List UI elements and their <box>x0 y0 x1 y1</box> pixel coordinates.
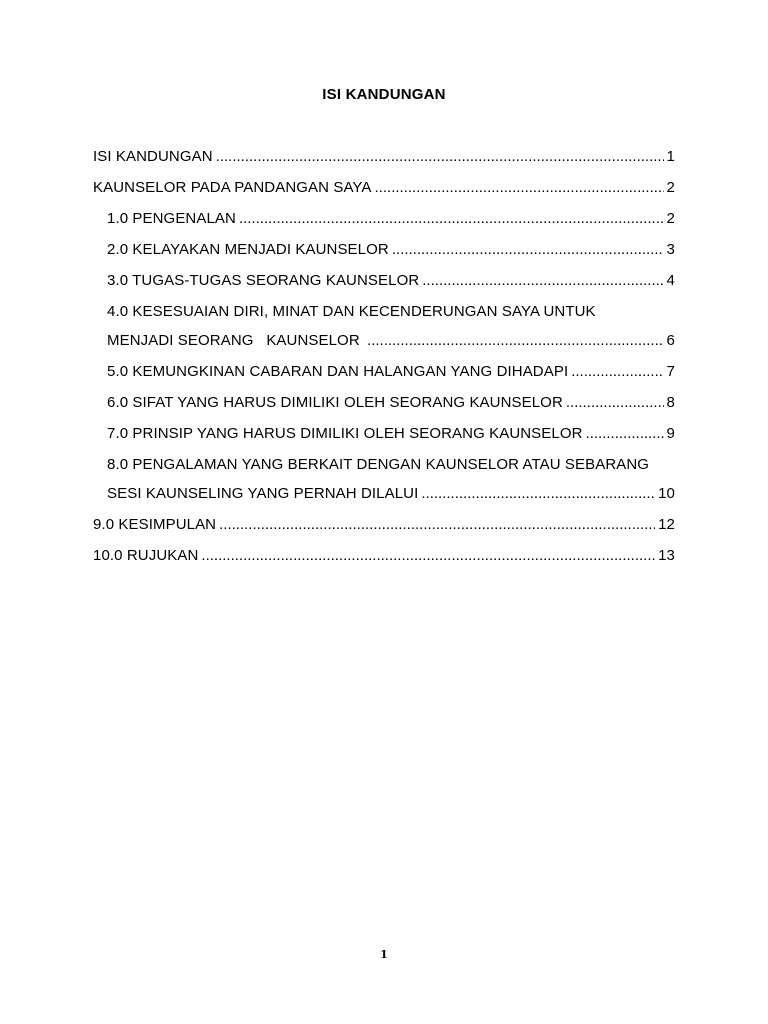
toc-page-number: 4 <box>666 272 675 289</box>
toc-page-number: 6 <box>666 332 675 349</box>
toc-entry-kemungkinan-cabaran[interactable] <box>107 359 675 385</box>
dot-leader <box>201 543 655 569</box>
toc-entry-prinsip[interactable] <box>107 421 675 447</box>
toc-entry-kesesuaian-diri[interactable] <box>107 299 675 354</box>
dot-leader <box>367 328 664 354</box>
toc-page-number: 12 <box>658 516 675 533</box>
toc-page-number: 3 <box>666 241 675 258</box>
dot-leader <box>239 206 664 232</box>
toc-entry-kelayakan[interactable] <box>107 237 675 263</box>
dot-leader <box>586 421 664 447</box>
toc-entry-pengenalan[interactable] <box>107 206 675 232</box>
toc-entry-text: 1.0 PENGENALAN <box>107 210 236 227</box>
toc-entry-text: 3.0 TUGAS-TUGAS SEORANG KAUNSELOR <box>107 272 420 289</box>
toc-entry-kaunselor-pada-pandangan-saya[interactable] <box>93 175 675 201</box>
toc-page-number: 1 <box>666 148 675 165</box>
dot-leader <box>421 481 655 507</box>
dot-leader <box>392 237 664 263</box>
toc-entry-text-line1: 8.0 PENGALAMAN YANG BERKAIT DENGAN KAUNSELOR ATAU SEBARANG <box>107 456 650 473</box>
toc-entry-kesimpulan[interactable] <box>93 512 675 538</box>
toc-page-number: 10 <box>658 485 675 502</box>
toc-entry-text: 9.0 KESIMPULAN <box>93 516 217 533</box>
table-of-contents <box>93 144 675 569</box>
toc-entry-text: 6.0 SIFAT YANG HARUS DIMILIKI OLEH SEORANG KAUNSELOR <box>107 394 563 411</box>
toc-entry-sifat[interactable] <box>107 390 675 416</box>
toc-entry-rujukan[interactable] <box>93 543 675 569</box>
dot-leader <box>566 390 664 416</box>
toc-entry-text: 7.0 PRINSIP YANG HARUS DIMILIKI OLEH SEORANG KAUNSELOR <box>107 425 583 442</box>
toc-entry-text: ISI KANDUNGAN <box>93 148 213 165</box>
page-number: 1 <box>380 948 388 961</box>
toc-entry-text: 10.0 RUJUKAN <box>93 547 199 564</box>
toc-page-number: 2 <box>666 210 675 227</box>
toc-page-number: 9 <box>666 425 675 442</box>
dot-leader <box>375 175 664 201</box>
toc-page-number: 13 <box>658 547 675 564</box>
toc-entry-text: MENJADI SEORANG KAUNSELOR <box>107 332 365 349</box>
toc-entry-isi-kandungan[interactable] <box>93 144 675 170</box>
toc-entry-tugas-tugas[interactable] <box>107 268 675 294</box>
dot-leader <box>216 144 664 170</box>
dot-leader <box>219 512 655 538</box>
toc-page-number: 7 <box>666 363 675 380</box>
toc-entry-pengalaman[interactable] <box>107 452 675 507</box>
toc-entry-text: 2.0 KELAYAKAN MENJADI KAUNSELOR <box>107 241 389 258</box>
toc-entry-text: SESI KAUNSELING YANG PERNAH DILALUI <box>107 485 419 502</box>
toc-entry-text: 5.0 KEMUNGKINAN CABARAN DAN HALANGAN YANG DIHADAPI <box>107 363 569 380</box>
toc-page-number: 2 <box>666 179 675 196</box>
dot-leader <box>571 359 663 385</box>
dot-leader <box>422 268 663 294</box>
toc-entry-text: KAUNSELOR PADA PANDANGAN SAYA <box>93 179 372 196</box>
toc-entry-text-line1: 4.0 KESESUAIAN DIRI, MINAT DAN KECENDERUNGAN SAYA UNTUK <box>107 303 596 320</box>
toc-page-number: 8 <box>666 394 675 411</box>
page-title: ISI KANDUNGAN <box>322 86 446 103</box>
